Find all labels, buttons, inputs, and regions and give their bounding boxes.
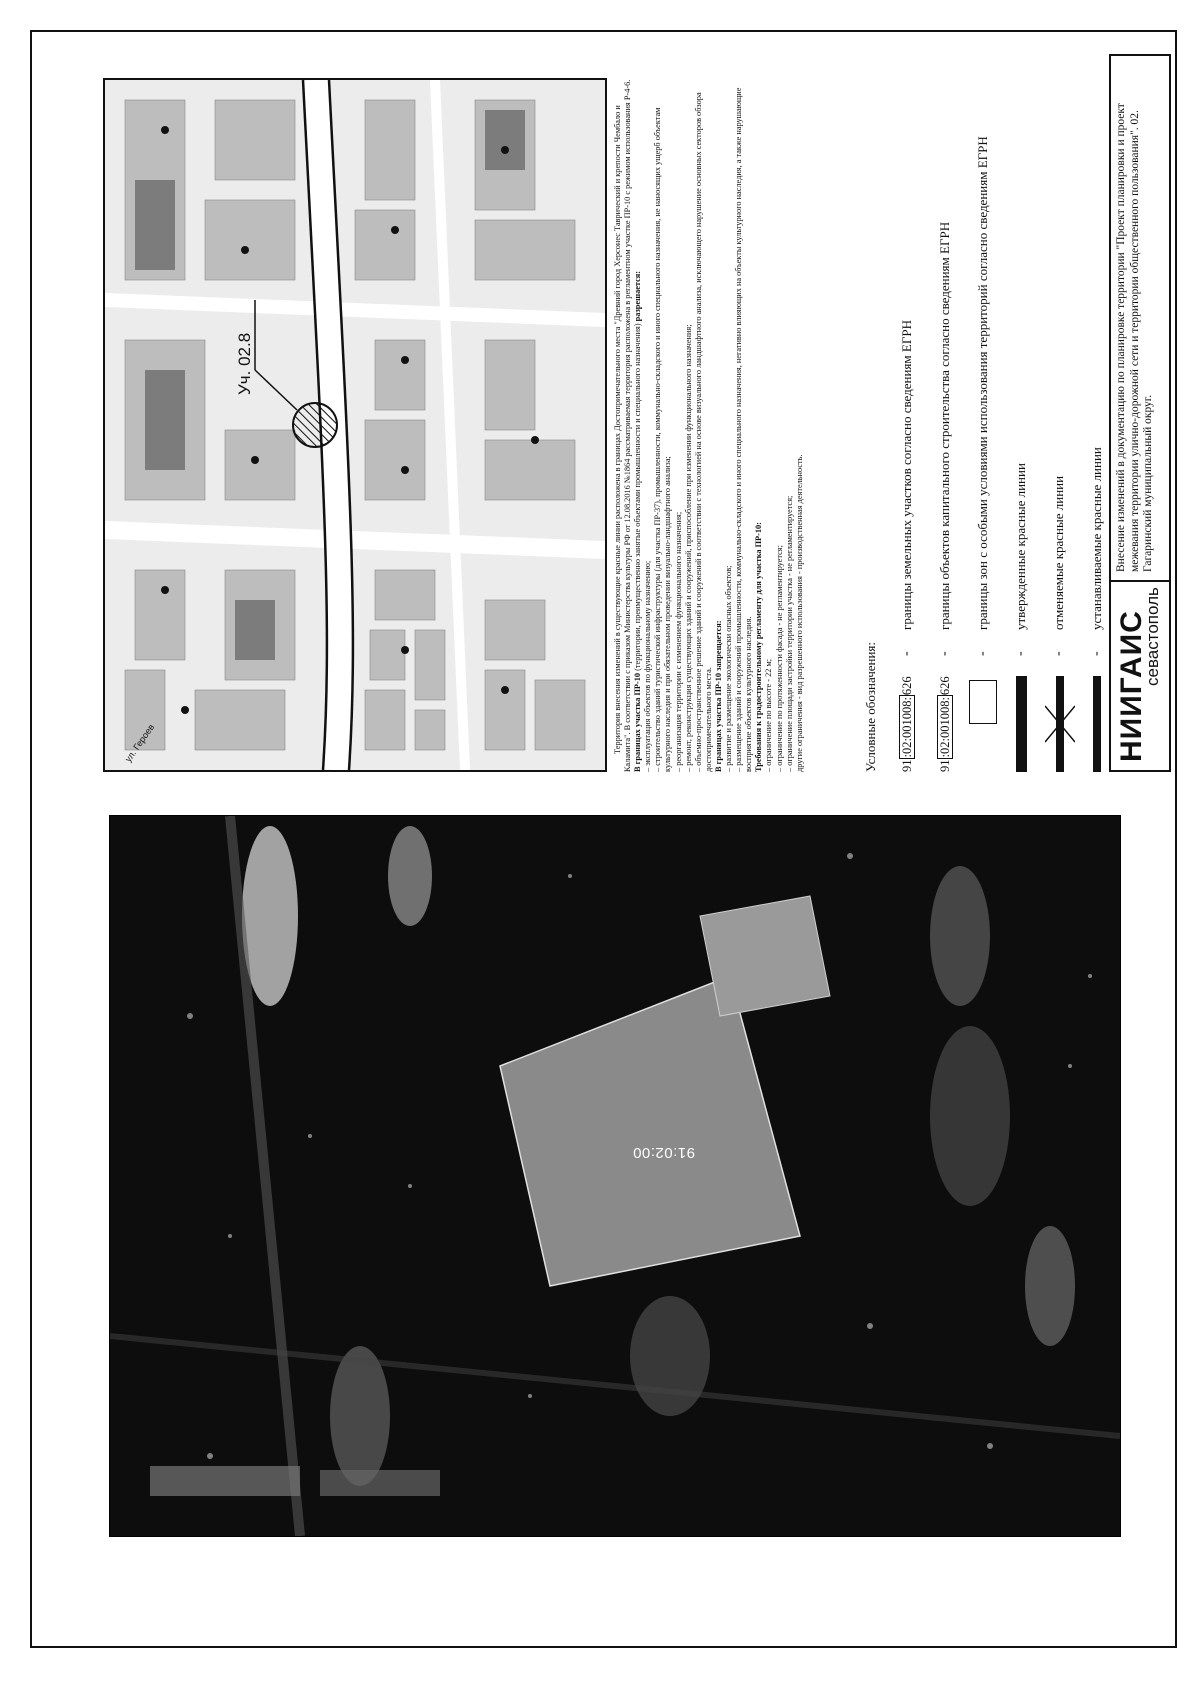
- legend-text: границы земельных участков согласно сведениям ЕГРН: [899, 320, 914, 630]
- desc-b2: – размещение зданий и сооружений промышленности, коммунально-складского и иного специального назначения, негативно влияющих на объекты культурного наследия, а также нарушающие восприятие объектов культурного наследия.: [734, 87, 754, 772]
- legend-row-established: - устанавливаемые красные линии: [1083, 72, 1121, 772]
- desc-h3: Требования к градостроительному регламенту для участка ПР-10:: [754, 522, 764, 772]
- legend-text: устанавливаемые красные линии: [1089, 447, 1104, 630]
- logo-city: севастополь: [1143, 587, 1162, 686]
- legend-text: границы зон с особыми условиями использования территорий согласно сведениям ЕГРН: [975, 136, 990, 630]
- desc-h2: В границах участка ПР-10 запрещается:: [713, 620, 723, 772]
- road-label: ул. Героев: [123, 722, 157, 764]
- legend-title: Условные обозначения:: [863, 641, 878, 772]
- desc-c2: – ограничение по протяженности фасада - не регламентируется;: [774, 545, 784, 772]
- cancelled-line-symbol: [1045, 676, 1075, 772]
- desc-a5: – объемно-пространственное решение зданий и сооружений в соответствии с технологией на основе визуального ландшафтного анализа, исключающего нарушение основных секторов обзора достопримечательного места.: [693, 92, 713, 772]
- desc-a2: – строительство зданий туристической инфраструктуры (для участка ПР-37), промышленности, коммунально-складского и иного специального назначения, не наносящих ущерб объектам культурного наследия и при обязательном проведении визуально-ландшафтного анализа;: [653, 107, 673, 772]
- legend-text: отменяемые красные линии: [1051, 475, 1066, 630]
- legend-text: утвержденные красные линии: [1013, 463, 1028, 630]
- desc-h1: В границах участка ПР-10: [633, 672, 643, 772]
- desc-c4: другие ограничения - вид разрешенного использования - производственная деятельность.: [794, 454, 804, 772]
- satellite-texture: [110, 816, 1120, 1536]
- desc-h1-rest: (территории, преимущественно занятые объектами промышленности и специального назначения): [633, 323, 643, 671]
- legend-row-buildings: 91:02:001008:626 - границы объектов капитального строительства согласно сведениям ЕГРН: [931, 72, 969, 772]
- niigais-logo: [1111, 580, 1169, 770]
- legend-row-zones: - границы зон с особыми условиями использования территорий согласно сведениям ЕГРН: [969, 72, 1007, 772]
- desc-b1: – развитие и размещение экологически опасных объектов;: [724, 565, 734, 772]
- title-block: [1109, 54, 1171, 772]
- parcel-number-symbol: 91:02:001008:626: [900, 676, 914, 772]
- legend-row-approved: - утвержденные красные линии: [1007, 72, 1045, 772]
- desc-h1-tail: разрешается:: [633, 270, 643, 322]
- site-label: Уч. 02.8: [235, 332, 254, 395]
- legend-row-cancelled: - отменяемые красные линии: [1045, 72, 1083, 772]
- desc-c3: – ограничение площади застройки территории участка - не регламентируется;: [784, 495, 794, 772]
- desc-a1: – эксплуатация объектов по функциональному назначению;: [643, 560, 653, 772]
- legend: [863, 72, 1121, 772]
- building-number-symbol: 91:02:001008:626: [938, 676, 952, 772]
- map-drawing: [105, 80, 605, 770]
- desc-c1: – ограничение по высоте - 22 м;: [764, 658, 774, 772]
- desc-forbidden-heading: [714, 72, 724, 772]
- project-title: Внесение изменений в документацию по планировке территории "Проект планировки и проект межевания территории улично-дорожной сети и территории общественного пользования". 02. Гагаринский муниципальный округ.: [1115, 103, 1154, 572]
- desc-a4: – ремонт, реконструкция существующих зданий и сооружений, приспособление при изменении функционального назначения;: [683, 324, 693, 772]
- legend-row-parcels: 91:02:001008:626 - границы земельных участков согласно сведениям ЕГРН: [893, 72, 931, 772]
- desc-allowed-heading: [633, 72, 643, 772]
- desc-a3: – реорганизация территории с изменением функционального назначения;: [673, 511, 683, 772]
- regulation-description: [613, 72, 805, 772]
- approved-line-symbol: [1007, 676, 1037, 772]
- desc-intro: Территория внесения изменений в существующие красные линии расположена в границах Достопримечательного места "Древний город Херсонес Таврический и крепости Чембало и Каламита". В соответствии с приказом Министерства культуры РФ от 12.08.2016 №1864 рассматриваемая территория расположена в регламентном участке ПР-10 с режимом использования Р-4-6.: [613, 79, 633, 772]
- legend-text: границы объектов капитального строительства согласно сведениям ЕГРН: [937, 221, 952, 630]
- zone-box-symbol: [969, 676, 999, 772]
- schematic-map: [103, 78, 607, 772]
- rotated-sheet: [31, 31, 1176, 1647]
- satellite-image: [109, 815, 1121, 1537]
- desc-req-heading: [754, 72, 764, 772]
- logo-main: НИИГАИС: [1115, 610, 1148, 762]
- satellite-parcel-label: 91:02:00: [632, 1144, 695, 1161]
